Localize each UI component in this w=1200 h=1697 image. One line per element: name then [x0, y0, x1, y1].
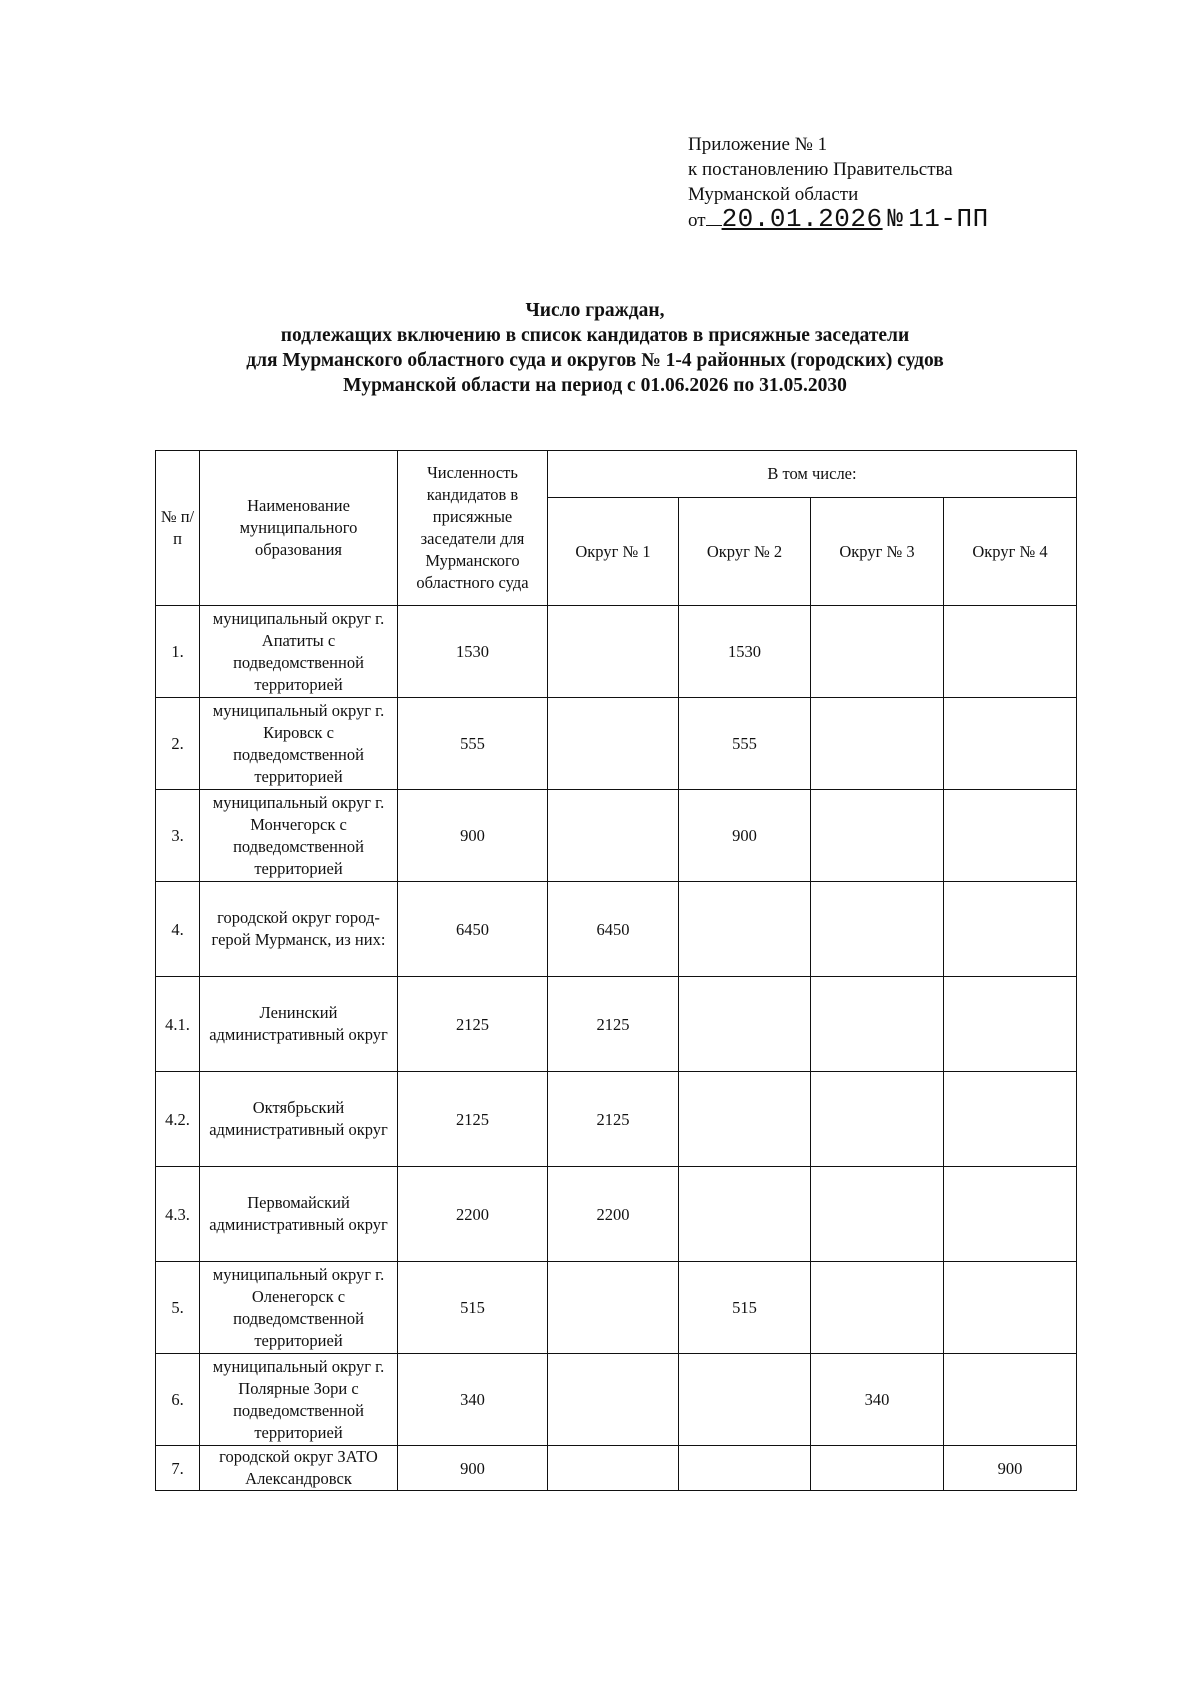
header-district-2: Округ № 2 [679, 498, 811, 606]
row-count: 2125 [398, 1072, 548, 1167]
row-count: 2200 [398, 1167, 548, 1262]
row-district-3: 340 [811, 1354, 944, 1446]
table-row [156, 977, 1077, 1072]
row-count: 1530 [398, 606, 548, 698]
header-including: В том числе: [548, 451, 1077, 498]
number-prefix: № [887, 204, 904, 234]
row-num: 1. [156, 606, 200, 698]
row-count: 2125 [398, 977, 548, 1072]
header-num: № п/п [156, 451, 200, 606]
appendix-header [688, 132, 989, 233]
table-row [156, 790, 1077, 882]
title-line-2: подлежащих включению в список кандидатов в присяжные заседатели [280, 325, 910, 346]
row-district-4 [944, 882, 1077, 977]
row-num: 4.1. [156, 977, 200, 1072]
row-num: 4.2. [156, 1072, 200, 1167]
title-line-1: Число граждан, [525, 300, 665, 321]
row-district-1 [548, 790, 679, 882]
row-district-2 [679, 882, 811, 977]
row-district-1 [548, 1354, 679, 1446]
appendix-number: Приложение № 1 [688, 134, 828, 155]
table-row [156, 606, 1077, 698]
date-prefix: от [688, 210, 706, 231]
header-district-4: Округ № 4 [944, 498, 1077, 606]
row-district-4 [944, 606, 1077, 698]
row-district-4 [944, 698, 1077, 790]
row-district-2: 900 [679, 790, 811, 882]
header-count: Численность кандидатов в присяжные заседатели для Мурманского областного суда [398, 451, 548, 606]
row-district-3 [811, 606, 944, 698]
table-row [156, 1354, 1077, 1446]
row-name: Первомайский административный округ [200, 1167, 398, 1262]
row-district-1 [548, 606, 679, 698]
row-district-4 [944, 790, 1077, 882]
row-count: 555 [398, 698, 548, 790]
row-num: 4.3. [156, 1167, 200, 1262]
candidates-table [155, 450, 1077, 1491]
row-district-2 [679, 1072, 811, 1167]
title-line-4: Мурманской области на период с 01.06.2026 по 31.05.2030 [343, 375, 847, 396]
row-district-4 [944, 1262, 1077, 1354]
row-district-1 [548, 1446, 679, 1491]
row-name: муниципальный округ г. Апатиты с подведомственной территорией [200, 606, 398, 698]
row-num: 6. [156, 1354, 200, 1446]
row-name: муниципальный округ г. Полярные Зори с подведомственной территорией [200, 1354, 398, 1446]
row-district-3 [811, 1167, 944, 1262]
number-value: 11-ПП [908, 204, 989, 234]
row-district-1 [548, 698, 679, 790]
row-num: 3. [156, 790, 200, 882]
row-name: Октябрьский административный округ [200, 1072, 398, 1167]
row-district-3 [811, 790, 944, 882]
row-num: 4. [156, 882, 200, 977]
row-district-4 [944, 1072, 1077, 1167]
row-district-2: 555 [679, 698, 811, 790]
row-name: муниципальный округ г. Кировск с подведомственной территорией [200, 698, 398, 790]
row-district-3 [811, 1072, 944, 1167]
header-district-1: Округ № 1 [548, 498, 679, 606]
row-district-1: 2200 [548, 1167, 679, 1262]
row-num: 7. [156, 1446, 200, 1491]
table-body [156, 606, 1077, 1491]
row-district-4 [944, 1167, 1077, 1262]
row-district-4 [944, 977, 1077, 1072]
row-num: 2. [156, 698, 200, 790]
table-row [156, 1262, 1077, 1354]
row-name: городской округ ЗАТО Александровск [200, 1446, 398, 1491]
header-name: Наименование муниципального образования [200, 451, 398, 606]
row-district-2: 515 [679, 1262, 811, 1354]
table-row [156, 1446, 1077, 1491]
row-district-3 [811, 1262, 944, 1354]
row-district-3 [811, 698, 944, 790]
table-row [156, 882, 1077, 977]
row-name: Ленинский административный округ [200, 977, 398, 1072]
row-count: 900 [398, 790, 548, 882]
row-district-4: 900 [944, 1446, 1077, 1491]
date-value: 20.01.2026 [721, 204, 883, 234]
table-header [156, 451, 1077, 606]
document-title [130, 298, 1060, 398]
row-count: 6450 [398, 882, 548, 977]
row-count: 900 [398, 1446, 548, 1491]
row-district-2 [679, 1354, 811, 1446]
appendix-resolution-ref: к постановлению Правительства [688, 159, 953, 180]
row-district-1: 2125 [548, 1072, 679, 1167]
row-district-3 [811, 977, 944, 1072]
row-district-4 [944, 1354, 1077, 1446]
row-district-1: 6450 [548, 882, 679, 977]
row-district-1 [548, 1262, 679, 1354]
date-underline [706, 225, 722, 226]
row-count: 340 [398, 1354, 548, 1446]
row-name: муниципальный округ г. Оленегорск с подведомственной территорией [200, 1262, 398, 1354]
row-district-1: 2125 [548, 977, 679, 1072]
row-name: муниципальный округ г. Мончегорск с подведомственной территорией [200, 790, 398, 882]
row-district-2 [679, 1446, 811, 1491]
table-row [156, 698, 1077, 790]
row-name: городской округ город-герой Мурманск, из них: [200, 882, 398, 977]
table-row [156, 1167, 1077, 1262]
appendix-date-line [688, 204, 989, 234]
appendix-region: Мурманской области [688, 184, 859, 205]
table-row [156, 1072, 1077, 1167]
row-district-3 [811, 1446, 944, 1491]
row-count: 515 [398, 1262, 548, 1354]
row-district-2: 1530 [679, 606, 811, 698]
row-district-2 [679, 977, 811, 1072]
header-district-3: Округ № 3 [811, 498, 944, 606]
row-num: 5. [156, 1262, 200, 1354]
title-line-3: для Мурманского областного суда и округов № 1-4 районных (городских) судов [246, 350, 944, 371]
row-district-3 [811, 882, 944, 977]
row-district-2 [679, 1167, 811, 1262]
